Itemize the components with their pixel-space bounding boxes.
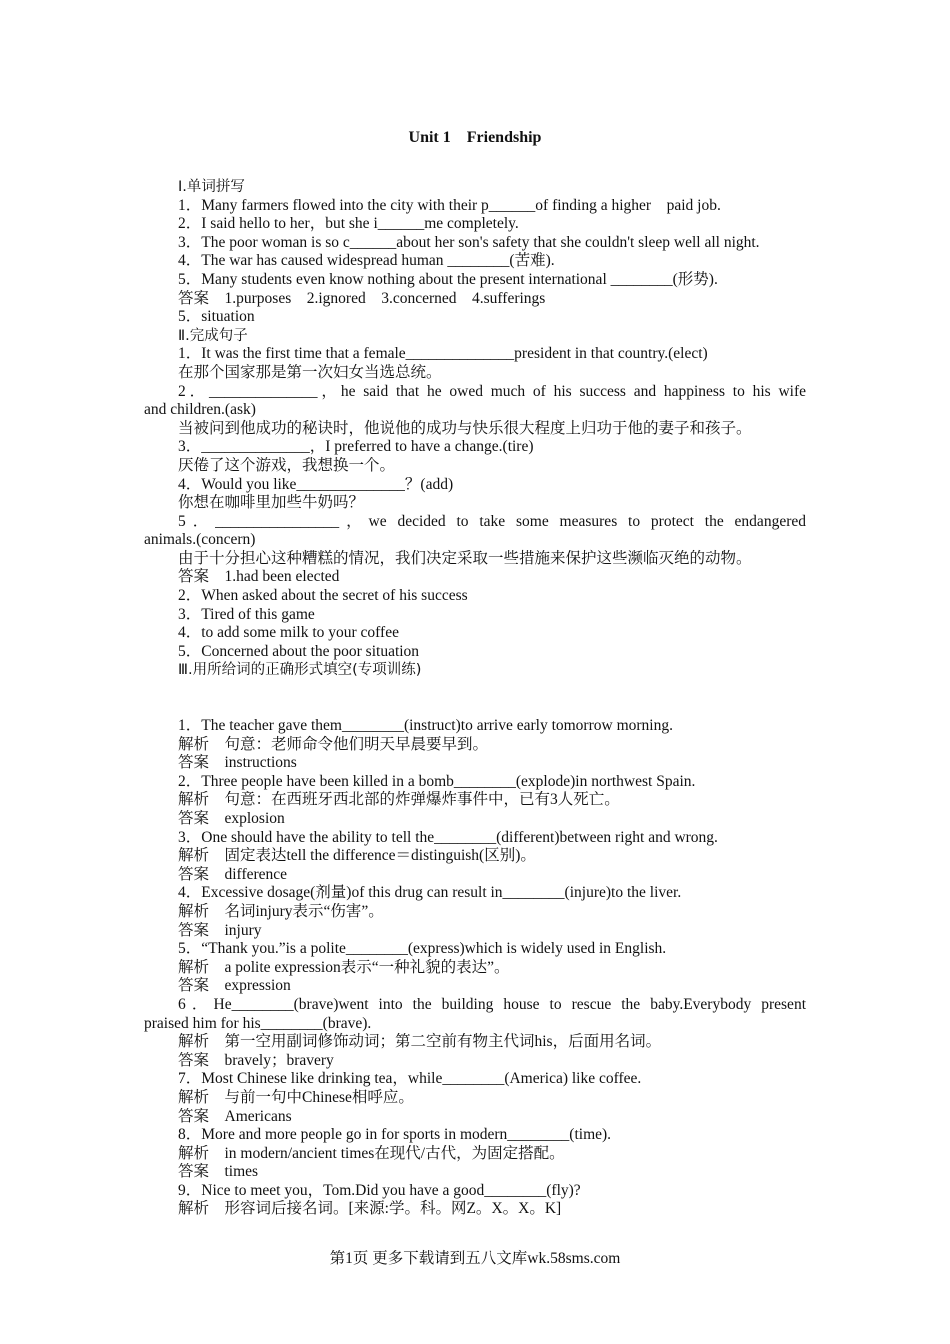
s2-question-2: 2．______________，he said that he owed much of his success and happiness to his wife [178,382,806,400]
s1-question-5: 5．Many students even know nothing about the present international ________(形势). [178,270,718,288]
s3-line: 2．Three people have been killed in a bomb________(explode)in northwest Spain. [178,772,696,790]
s3-line: 答案 instructions [178,754,297,772]
s1-question-4: 4．The war has caused widespread human ________(苦难). [178,252,555,270]
s2-question-1-translation: 在那个国家那是第一次妇女当选总统。 [178,363,442,381]
s2-answer-1: 答案 1.had been elected [178,568,340,586]
s3-line: 解析 in modern/ancient times在现代/古代，为固定搭配。 [178,1144,565,1162]
s3-line: 解析 a polite expression表示“一种礼貌的表达”。 [178,958,510,976]
s3-line: 答案 difference [178,865,288,883]
document-body [144,178,806,1219]
s1-question-3: 3．The poor woman is so c______about her son's safety that she couldn't sleep well all night. [178,233,760,251]
s2-answer-4: 4．to add some milk to your coffee [178,624,399,642]
s3-line: 7．Most Chinese like drinking tea，while________(America) like coffee. [178,1070,642,1088]
s3-line: 答案 bravely；bravery [178,1051,334,1069]
s1-question-1: 1．Many farmers flowed into the city with their p______of finding a higher paid job. [178,196,721,214]
s3-line: 5．“Thank you.”is a polite________(express)which is widely used in English. [178,940,667,958]
section-2-heading: Ⅱ.完成句子 [178,327,248,344]
s3-line: 9．Nice to meet you，Tom.Did you have a good________(fly)? [178,1181,581,1199]
page-title: Unit 1 Friendship [408,129,542,146]
s3-line: 解析 第一空用副词修饰动词；第二空前有物主代词his，后面用名词。 [178,1033,662,1051]
s2-answer-2: 2．When asked about the secret of his success [178,587,468,605]
s3-line: 解析 固定表达tell the difference＝distinguish(区别)。 [178,847,536,865]
s3-line: 答案 Americans [178,1107,292,1125]
s3-line: 1．The teacher gave them________(instruct)to arrive early tomorrow morning. [178,717,673,735]
s3-line: 8．More and more people go in for sports in modern________(time). [178,1126,612,1144]
s2-answer-3: 3．Tired of this game [178,605,315,623]
s3-line: 解析 句意：老师命令他们明天早晨要早到。 [178,735,489,753]
s2-question-4: 4．Would you like______________？(add) [178,475,454,493]
s2-question-1: 1．It was the first time that a female______________president in that country.(elect) [178,345,708,363]
s3-line: 解析 句意：在西班牙西北部的炸弹爆炸事件中，已有3人死亡。 [178,791,620,809]
s2-question-5: 5．________________，we decided to take some measures to protect the endangered [178,512,806,530]
s3-question-6-cont: praised him for his________(brave). [144,1014,372,1032]
s2-question-4-translation: 你想在咖啡里加些牛奶吗？ [178,494,365,512]
s3-line: 答案 explosion [178,810,285,827]
s3-line: 解析 名词injury表示“伤害”。 [178,902,384,920]
s1-answer-cont: 5．situation [178,308,255,326]
s2-question-3: 3．______________，I preferred to have a change.(tire) [178,438,534,456]
s2-answer-5: 5．Concerned about the poor situation [178,642,420,660]
s3-line: 答案 times [178,1163,259,1181]
s3-line: 解析 与前一句中Chinese相呼应。 [178,1088,414,1106]
s1-question-2: 2．I said hello to her，but she i______me completely. [178,215,519,233]
s2-question-2-cont: and children.(ask) [144,401,256,419]
section-spacer [144,680,806,717]
s1-answer: 答案 1.purposes 2.ignored 3.concerned 4.sufferings [178,289,546,307]
s3-line: 答案 expression [178,977,291,995]
s2-question-5-translation: 由于十分担心这种糟糕的情况，我们决定采取一些措施来保护这些濒临灭绝的动物。 [178,549,752,567]
s3-line: 答案 injury [178,921,262,939]
s3-line: 解析 形容词后接名词。[来源:学。科。网Z。X。X。K] [178,1200,562,1218]
s2-question-5-cont: animals.(concern) [144,531,256,549]
page-footer: 第1页 更多下载请到五八文库wk.58sms.com [329,1250,621,1267]
s3-line: 4．Excessive dosage(剂量)of this drug can result in________(injure)to the liver. [178,884,682,902]
s3-line: 3．One should have the ability to tell the________(different)between right and wrong. [178,828,718,846]
s2-question-3-translation: 厌倦了这个游戏，我想换一个。 [178,456,396,474]
s3-question-6: 6．He________(brave)went into the building house to rescue the baby.Everybody present [178,995,806,1013]
section-3-heading: Ⅲ.用所给词的正确形式填空(专项训练) [178,662,422,679]
s2-question-2-translation: 当被问到他成功的秘诀时，他说他的成功与快乐很大程度上归功于他的妻子和孩子。 [178,419,752,437]
section-1-heading: Ⅰ.单词拼写 [178,179,245,195]
